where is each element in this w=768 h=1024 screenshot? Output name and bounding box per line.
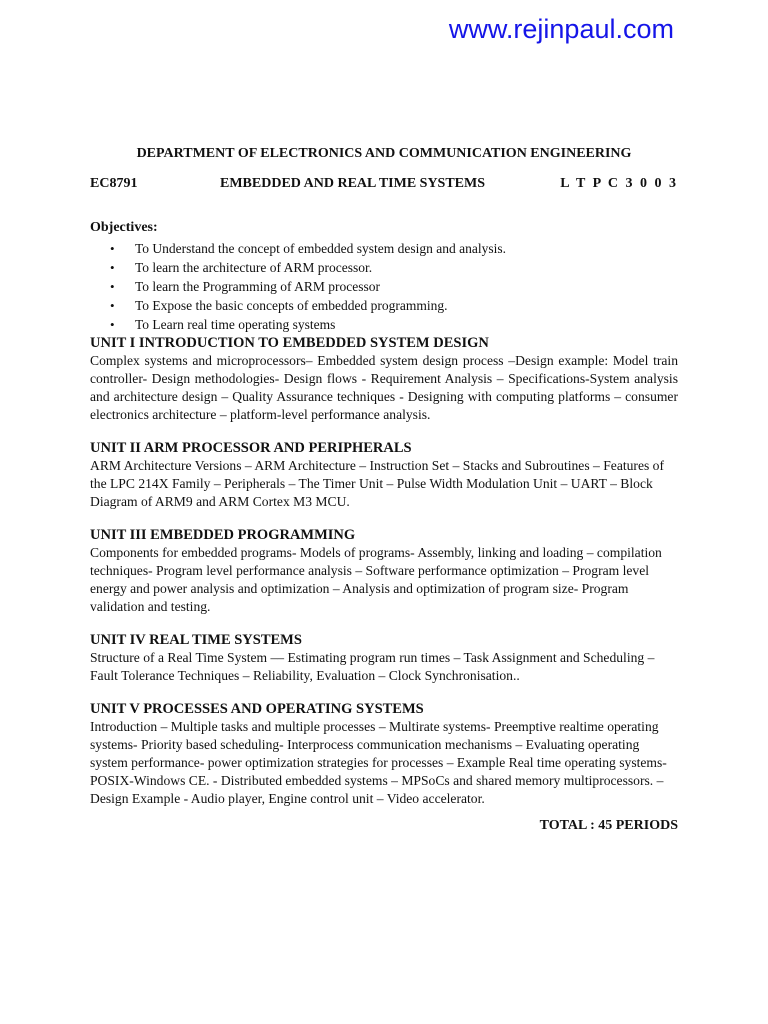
unit-heading: UNIT IV REAL TIME SYSTEMS bbox=[90, 632, 302, 648]
objective-item: • To Expose the basic concepts of embedded programming. bbox=[110, 298, 448, 313]
unit-5 bbox=[90, 700, 678, 808]
unit-body: Components for embedded programs- Models of programs- Assembly, linking and loading – compilation techniques- Program level performance analysis – Software performance optimization – Program level energy and power analysis and optimization – Analysis and optimization of program size- Program validation and testing. bbox=[90, 545, 662, 614]
department-heading: DEPARTMENT OF ELECTRONICS AND COMMUNICATION ENGINEERING bbox=[136, 146, 632, 161]
course-header bbox=[90, 176, 678, 192]
unit-body: Complex systems and microprocessors– Embedded system design process –Design example: Model train controller- Design methodologies- Design flows - Requirement Analysis – Specifications-System analysis and architecture design – Quality Assurance techniques - Designing with computing platforms – consumer electronics architecture – platform-level performance analysis. bbox=[90, 353, 678, 422]
objective-item: • To Learn real time operating systems bbox=[110, 317, 336, 332]
unit-3 bbox=[90, 526, 678, 616]
syllabus-page bbox=[90, 146, 678, 848]
unit-2 bbox=[90, 439, 678, 511]
bullet-icon: • bbox=[110, 317, 115, 332]
objective-item: • To Understand the concept of embedded system design and analysis. bbox=[110, 241, 506, 256]
site-link[interactable]: www.rejinpaul.com bbox=[448, 14, 674, 44]
unit-4 bbox=[90, 631, 678, 685]
unit-1 bbox=[90, 334, 678, 424]
objective-item: • To learn the Programming of ARM processor bbox=[110, 279, 381, 294]
total-periods: TOTAL : 45 PERIODS bbox=[539, 818, 678, 833]
unit-heading: UNIT II ARM PROCESSOR AND PERIPHERALS bbox=[90, 440, 412, 456]
unit-body: ARM Architecture Versions – ARM Architecture – Instruction Set – Stacks and Subroutines – Features of the LPC 214X Family – Peripherals – The Timer Unit – Pulse Width Modulation Unit – UART – Block Diagram of ARM9 and ARM Cortex M3 MCU. bbox=[90, 458, 664, 509]
unit-body: Introduction – Multiple tasks and multiple processes – Multirate systems- Preemptive realtime operating systems- Priority based scheduling- Interprocess communication mechanisms – Evaluating operating system performance- power optimization strategies for processes – Example Real time operating systems-POSIX-Windows CE. - Distributed embedded systems – MPSoCs and shared memory multiprocessors. – Design Example - Audio player, Engine control unit – Video accelerator. bbox=[90, 719, 667, 806]
course-title: EMBEDDED AND REAL TIME SYSTEMS bbox=[220, 176, 486, 191]
objectives-list bbox=[90, 239, 678, 334]
bullet-icon: • bbox=[110, 298, 115, 313]
bullet-icon: • bbox=[110, 279, 115, 294]
unit-heading: UNIT V PROCESSES AND OPERATING SYSTEMS bbox=[90, 701, 424, 717]
bullet-icon: • bbox=[110, 260, 115, 275]
bullet-icon: • bbox=[110, 241, 115, 256]
unit-heading: UNIT III EMBEDDED PROGRAMMING bbox=[90, 527, 356, 543]
objective-item: • To learn the architecture of ARM processor. bbox=[110, 260, 373, 275]
course-ltpc: L T P C 3 0 0 3 bbox=[560, 176, 678, 191]
unit-heading: UNIT I INTRODUCTION TO EMBEDDED SYSTEM DESIGN bbox=[90, 335, 489, 351]
objectives-heading: Objectives: bbox=[90, 220, 158, 235]
unit-body: Structure of a Real Time System –– Estimating program run times – Task Assignment and Scheduling – Fault Tolerance Techniques – Reliability, Evaluation – Clock Synchronisation.. bbox=[90, 650, 655, 683]
course-code: EC8791 bbox=[90, 176, 138, 191]
